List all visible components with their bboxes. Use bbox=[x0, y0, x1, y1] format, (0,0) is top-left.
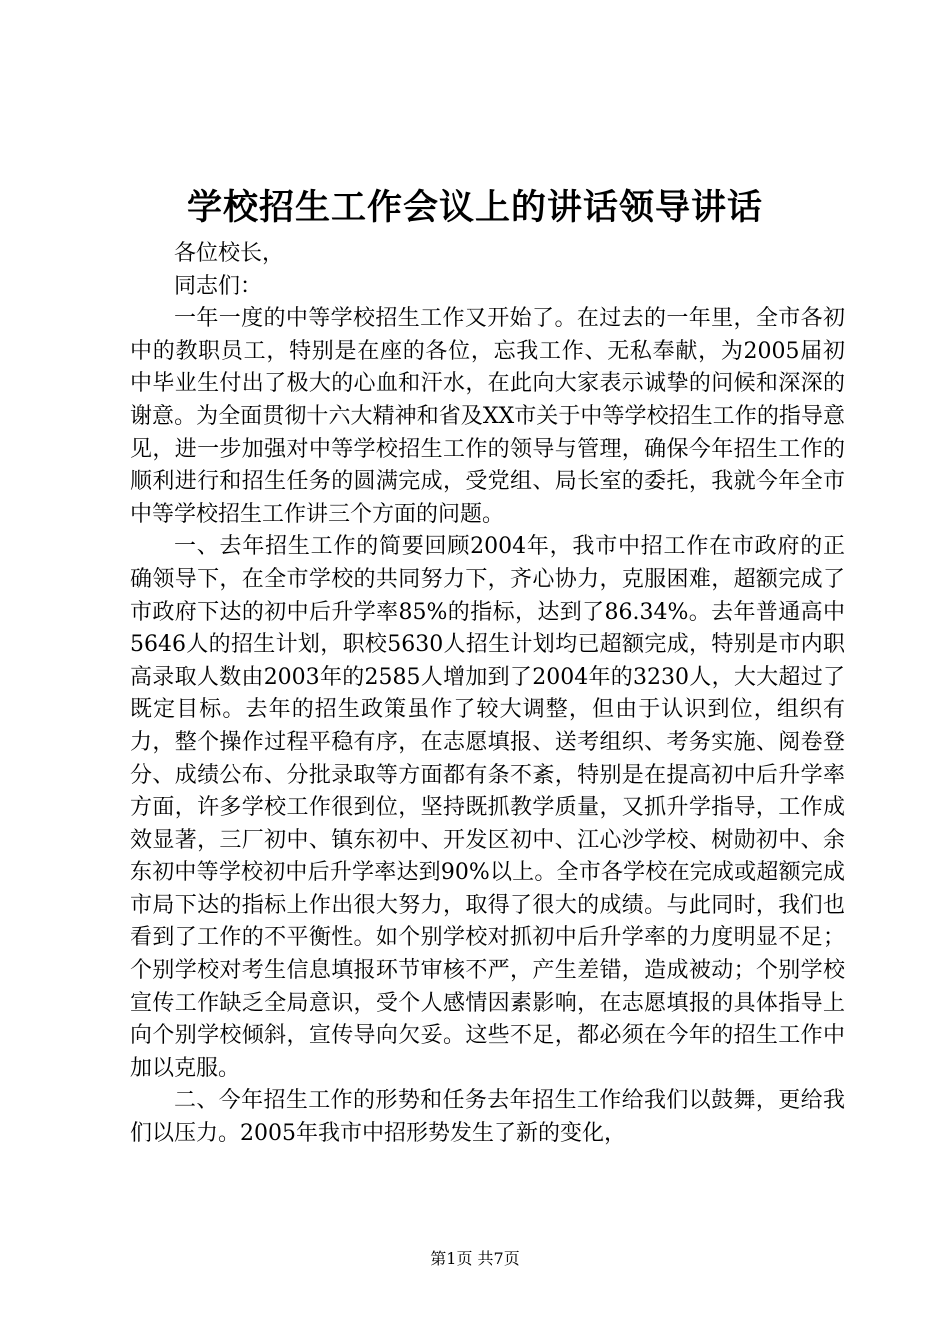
section-one-paragraph: 一、去年招生工作的简要回顾2004年，我市中招工作在市政府的正确领导下，在全市学校的共同努力下，齐心协力，克服困难，超额完成了市政府下达的初中后升学率85%的指标，达到了86.34%。去年普通高中5646人的招生计划，职校5630人招生计划均已超额完成，特别是市内职高录取人数由2003年的2585人增加到了2004年的3230人，大大超过了既定目标。去年的招生政策虽作了较大调整，但由于认识到位，组织有力，整个操作过程平稳有序，在志愿填报、送考组织、考务实施、阅卷登分、成绩公布、分批录取等方面都有条不紊，特别是在提高初中后升学率方面，许多学校工作很到位，坚持既抓教学质量，又抓升学指导，工作成效显著，三厂初中、镇东初中、开发区初中、江心沙学校、树勋初中、余东初中等学校初中后升学率达到90%以上。全市各学校在完成或超额完成市局下达的指标上作出很大努力，取得了很大的成绩。与此同时，我们也看到了工作的不平衡性。如个别学校对抓初中后升学率的力度明显不足；个别学校对考生信息填报环节审核不严，产生差错，造成被动；个别学校宣传工作缺乏全局意识，受个人感情因素影响，在志愿填报的具体指导上向个别学校倾斜，宣传导向欠妥。这些不足，都必须在今年的招生工作中加以克服。 bbox=[130, 534, 845, 1081]
salutation-paragraph: 各位校长， bbox=[174, 241, 285, 266]
page-number-footer: 第1页 共7页 bbox=[430, 1249, 520, 1268]
document-body bbox=[130, 238, 845, 1151]
section-two-paragraph: 二、今年招生工作的形势和任务去年招生工作给我们以鼓舞，更给我们以压力。2005年我市中招形势发生了新的变化， bbox=[130, 1088, 845, 1147]
document-title: 学校招生工作会议上的讲话领导讲话 bbox=[186, 187, 763, 228]
intro-paragraph: 一年一度的中等学校招生工作又开始了。在过去的一年里，全市各初中的教职员工，特别是在座的各位，忘我工作、无私奉献，为2005届初中毕业生付出了极大的心血和汗水，在此向大家表示诚挚的问候和深深的谢意。为全面贯彻十六大精神和省及XX市关于中等学校招生工作的指导意见，进一步加强对中等学校招生工作的领导与管理，确保今年招生工作的顺利进行和招生任务的圆满完成，受党组、局长室的委托，我就今年全市中等学校招生工作讲三个方面的问题。 bbox=[130, 306, 845, 527]
salutation-paragraph: 同志们： bbox=[174, 273, 263, 299]
